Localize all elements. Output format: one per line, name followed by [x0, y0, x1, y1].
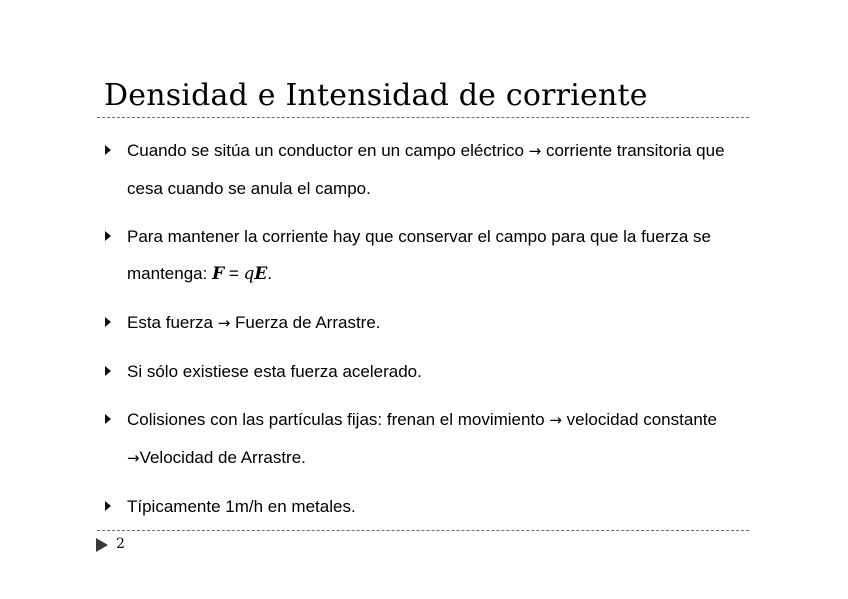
bullet-text: Si sólo existiese esta fuerza acelerado. — [127, 362, 422, 381]
bullet-item — [100, 488, 750, 525]
bullet-text: Cuando se sitúa un conductor en un campo eléctrico — [127, 141, 529, 160]
force-symbol: F — [212, 264, 225, 284]
bullet-item — [100, 304, 750, 342]
right-arrow-symbol: → — [127, 449, 140, 467]
bullet-text: Esta fuerza — [127, 313, 218, 332]
equals-sign: = — [224, 264, 244, 283]
footer-divider — [97, 530, 749, 531]
bullet-arrow-icon — [105, 366, 111, 376]
page-number: 2 — [116, 536, 125, 552]
bullet-text: Colisiones con las partículas fijas: frenan el movimiento — [127, 410, 550, 429]
bullet-text: velocidad constante — [561, 410, 717, 429]
right-arrow-symbol: → — [217, 314, 231, 332]
bullet-item — [100, 218, 750, 293]
right-arrow-symbol: → — [528, 142, 542, 160]
bullet-item — [100, 353, 750, 390]
bullet-text: Típicamente 1m/h en metales. — [127, 497, 356, 516]
bullet-arrow-icon — [105, 145, 111, 155]
bullet-text: Para mantener la corriente hay que conservar el campo para que la fuerza se mantenga: — [127, 227, 711, 283]
bullet-text: corriente transitoria que cesa cuando se anula el campo. — [127, 141, 725, 198]
bullet-arrow-icon — [105, 317, 111, 327]
bullet-text: . — [267, 264, 273, 283]
bullet-item — [100, 401, 750, 477]
bullet-text: Velocidad de Arrastre. — [139, 448, 306, 467]
bullet-arrow-icon — [105, 414, 111, 424]
field-symbol: E — [254, 264, 268, 284]
bullet-list — [100, 132, 750, 536]
bullet-text: Fuerza de Arrastre. — [230, 313, 381, 332]
bullet-arrow-icon — [105, 501, 111, 511]
bullet-arrow-icon — [105, 231, 111, 241]
right-arrow-symbol: → — [549, 411, 562, 429]
footer-triangle-icon — [96, 538, 108, 552]
title-divider — [97, 117, 749, 118]
charge-symbol: q — [243, 264, 255, 284]
bullet-item — [100, 132, 750, 207]
slide-title: Densidad e Intensidad de corriente — [104, 78, 648, 113]
